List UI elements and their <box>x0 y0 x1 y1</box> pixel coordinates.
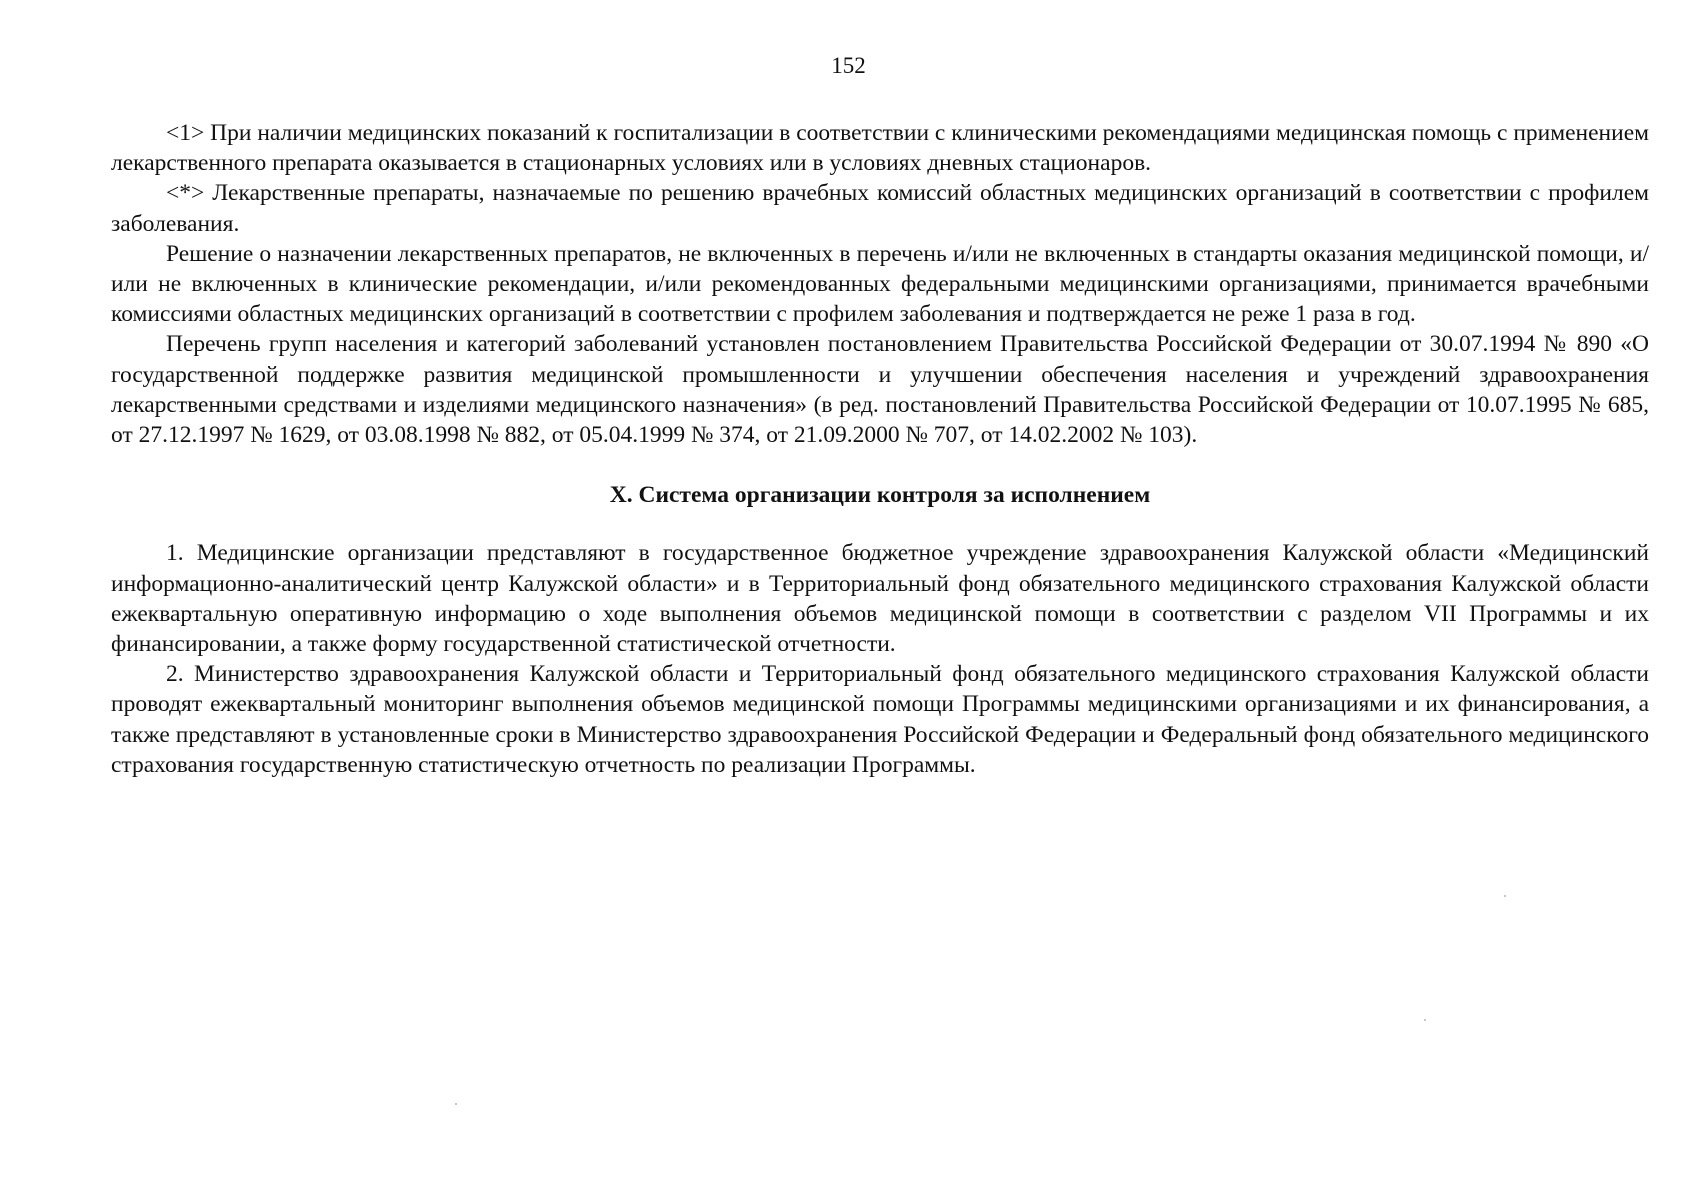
section-paragraph-1: 1. Медицинские организации представляют в государственное бюджетное учреждение здравоохранения Калужской области «Медицинский информационно-аналитический центр Калужской области» и в Территориальный фонд обязательного медицинского страхования Калужской области ежеквартальную оперативную информацию о ходе выполнения объемов медицинской помощи в соответствии с разделом VII Программы и их финансировании, а также форму государственной статистической отчетности. <box>111 540 1649 658</box>
scan-speck <box>1424 1019 1426 1021</box>
scan-speck <box>455 1103 457 1105</box>
section-paragraph-2: 2. Министерство здравоохранения Калужской области и Территориальный фонд обязательного медицинского страхования Калужской области проводят ежеквартальный мониторинг выполнения объемов медицинской помощи Программы медицинскими организациями и их финансирования, а также представляют в установленные сроки в Министерство здравоохранения Российской Федерации и Федеральный фонд обязательного медицинского страхования государственную статистическую отчетность по реализации Программы. <box>111 661 1649 778</box>
scan-speck <box>1504 895 1506 897</box>
footnote-asterisk: <*> Лекарственные препараты, назначаемые по решению врачебных комиссий областных медицинских организаций в соответствии с профилем заболевания. <box>111 180 1649 237</box>
paragraph-commission-decision: Решение о назначении лекарственных препаратов, не включенных в перечень и/или не включенных в стандарты оказания медицинской помощи, и/или не включенных в клинические рекомендации, и/или рекомендованных федеральными медицинскими организациями, принимается врачебными комиссиями областных медицинских организаций в соответствии с профилем заболевания и подтверждается не реже 1 раза в год. <box>111 240 1649 328</box>
page-number: 152 <box>831 53 866 78</box>
footnote-hospitalization: <1> При наличии медицинских показаний к госпитализации в соответствии с клиническими рекомендациями медицинская помощь с применением лекарственного препарата оказывается в стационарных условиях или в условиях дневных стационаров. <box>111 120 1649 177</box>
paragraph-population-groups: Перечень групп населения и категорий заболеваний установлен постановлением Правительства Российской Федерации от 30.07.1994 № 890 «О государственной поддержке развития медицинской промышленности и улучшении обеспечения населения и учреждений здравоохранения лекарственными средствами и изделиями медицинского назначения» (в ред. постановлений Правительства Российской Федерации от 10.07.1995 № 685, от 27.12.1997 № 1629, от 03.08.1998 № 882, от 05.04.1999 № 374, от 21.09.2000 № 707, от 14.02.2002 № 103). <box>111 331 1649 449</box>
document-body <box>111 118 1649 780</box>
section-heading: X. Система организации контроля за исполнением <box>609 482 1151 509</box>
